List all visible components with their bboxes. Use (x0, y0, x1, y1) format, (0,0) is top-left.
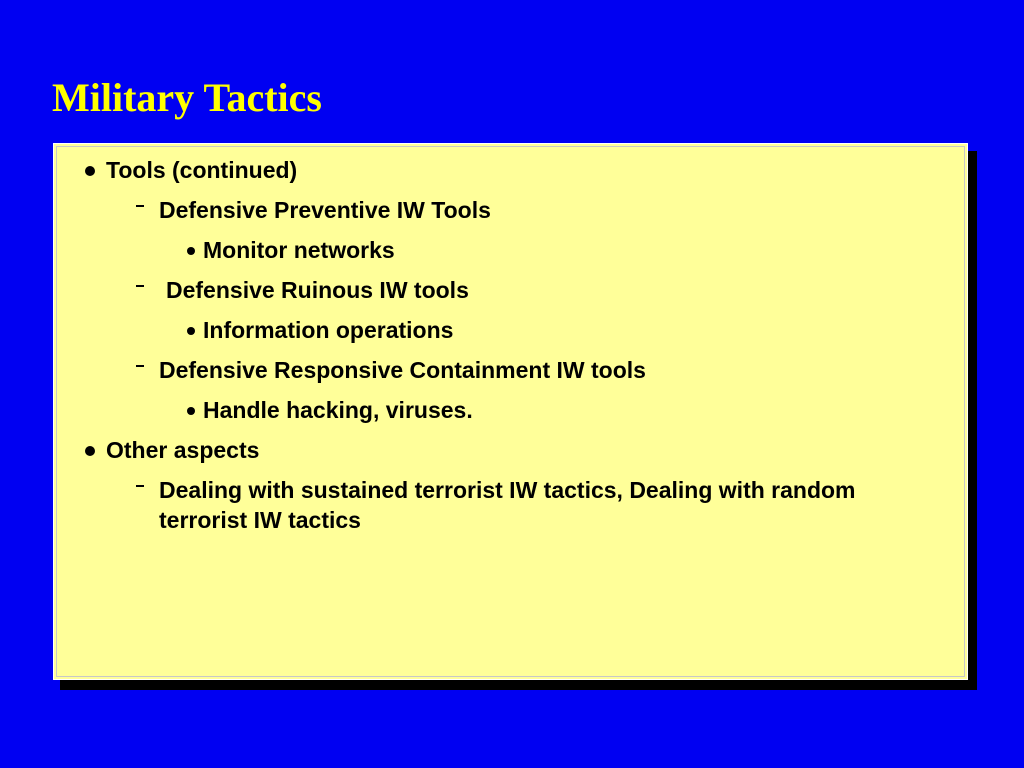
bullet-item-level-2 (159, 355, 646, 385)
slide-title: Military Tactics (52, 75, 322, 120)
bullet-text: Defensive Ruinous IW tools (166, 277, 469, 303)
filled-circle-bullet-icon (187, 407, 195, 415)
bullet-item-level-3 (203, 315, 453, 345)
dash-bullet-icon (136, 205, 144, 207)
bullet-item-level-2 (159, 475, 919, 535)
bullet-item-level-2 (159, 195, 491, 225)
bullet-item-level-3 (203, 235, 395, 265)
dash-bullet-icon (136, 365, 144, 367)
bullet-item-level-3 (203, 395, 473, 425)
bullet-item-level-1 (106, 435, 259, 465)
dash-bullet-icon (136, 485, 144, 487)
filled-circle-bullet-icon (187, 247, 195, 255)
bullet-text: Monitor networks (203, 237, 395, 263)
bullet-item-level-2 (166, 275, 469, 305)
filled-circle-bullet-icon (85, 166, 95, 176)
bullet-text: Defensive Preventive IW Tools (159, 197, 491, 223)
bullet-text: Defensive Responsive Containment IW tools (159, 357, 646, 383)
bullet-text: Handle hacking, viruses. (203, 397, 473, 423)
bullet-text: Other aspects (106, 437, 260, 463)
filled-circle-bullet-icon (187, 327, 195, 335)
bullet-item-level-1 (106, 155, 297, 185)
bullet-text: Dealing with sustained terrorist IW tactics, Dealing with random terrorist IW tactics (159, 477, 856, 533)
bullet-text: Information operations (203, 317, 454, 343)
dash-bullet-icon (136, 285, 144, 287)
filled-circle-bullet-icon (85, 446, 95, 456)
bullet-text: Tools (continued) (106, 157, 298, 183)
